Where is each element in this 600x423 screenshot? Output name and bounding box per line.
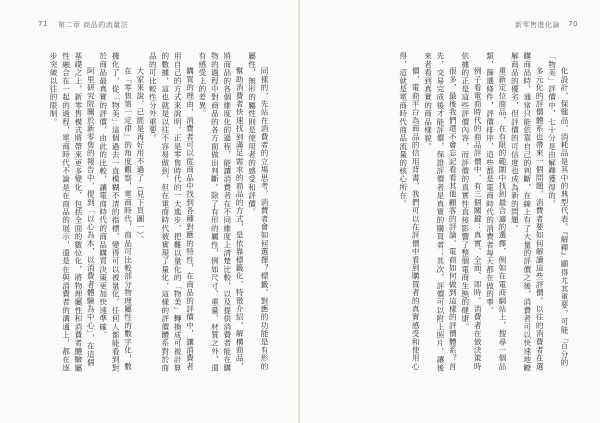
paragraph: 多元化的評價體系也帶來一個問題，消費者要如何解讀這些評價。以往的消費者在選購商品時，通常只能依靠自己的判斷，在線上有了大量的評價之後，消費者可以快速地瞭解商品的優劣，但評價的可信度也成為新的問題。 <box>510 52 545 372</box>
paragraph: 大家來說，已經是再好用不過了（見下頁圖一）。 <box>135 67 145 244</box>
paragraph: 幫助消費者快速找到滿足需求的商品的方式，是依靠標籤化，特徵介紹，解構商品，將商品的各個維度化的過程，能讓消費者在不同維度上清楚比較，以及提供消費者能在購物的過程中對商品的各方面做出判斷。除了有形的屬性，例如尺寸、重量、材質之外，還有感受上的差異。 <box>197 52 245 372</box>
left-chapter-header: 第二章 商品的流量法 <box>58 21 129 29</box>
paragraph: 阿里研究院關於新零售的報告中，提到「以心為本，以消費者體驗為中心」，在這個基礎之上，新零售模式將帶來更多變化，包括全面的數位化，將物理屬性和消費者體驗屬性融合在一起的過程，電商時代不論是在商品的展示，還是在與消費者的溝通上，都在逐步突破以往的限制。 <box>49 52 96 372</box>
paragraph: 化設計，保健品，消耗品是其中的典型代表。『解釋』顯得尤其重要，可能「百分的「物美」評價中，七十分是由解釋獲得的。 <box>547 52 569 367</box>
right-page-body <box>320 52 570 372</box>
right-page-number: 70 <box>568 20 578 28</box>
paragraph: 購買的理由，消費者可以從商品中找到各種對應的特性，在商品的評價中，讓消費者用自己的方式來說明，正是零售時代的一大進步，把難以量化的「物美」轉換成可被計算的數據，這也就是以往不容易做到，但在電商時代被實現了量化，這樣的評價體系對於商品的可比較性分外重要。 <box>148 52 195 372</box>
left-page-number: 71 <box>38 20 48 28</box>
paragraph: 價，電商平台為商品的信用背書，我們可以在評價中看到購買者的真實感受和使用心得，這就是電商時代商品流量的核心所在。 <box>398 52 421 371</box>
paragraph: 例子看電商時代的商品評價中，有三個關鍵：真實、全面、即時。消費者在做決策時依據的正是這些評價內容，而評價的真實性直接影響了整個電商生態的健康。 <box>460 52 483 371</box>
right-running-header: 新零售進化論 <box>515 21 560 29</box>
paragraph: 重新定位商品，在有限的範圍中找到最合適的選擇，例如在電商網站上，搜尋一個品類，篩選條件，評價排序，這些都是電商時代的消費者每天都在做的事。 <box>485 52 507 371</box>
paragraph: 很多，最後我們還不會忘記看看其他顧客的評論。電商如何做到這樣的評價體系？首先，交易完成後才能評價，保證評價者是真實的購買者；其次，評價可以附上照片，讓後來者看到真實的商品樣貌。 <box>423 52 458 372</box>
paragraph: 在「零售第一定律」的角度觀察，電商時代，商品可比較部分物理屬性的數字化，數據化了，從「物美」這個過去一直模糊不清的指標，變得可以被量化。任何人都能看到對於商品最真實的評價，由此的比較，讓電商時代的商品購買決策更加快速準確。 <box>98 52 133 372</box>
left-page-body <box>30 52 270 372</box>
paragraph: 同樣的，先站在消費者的立場思考，消費者會如何選擇？標籤，對應的功能是有形的屬性，無形的屬性則是使用者的感受和評價。 <box>247 52 269 371</box>
right-page <box>300 0 600 423</box>
